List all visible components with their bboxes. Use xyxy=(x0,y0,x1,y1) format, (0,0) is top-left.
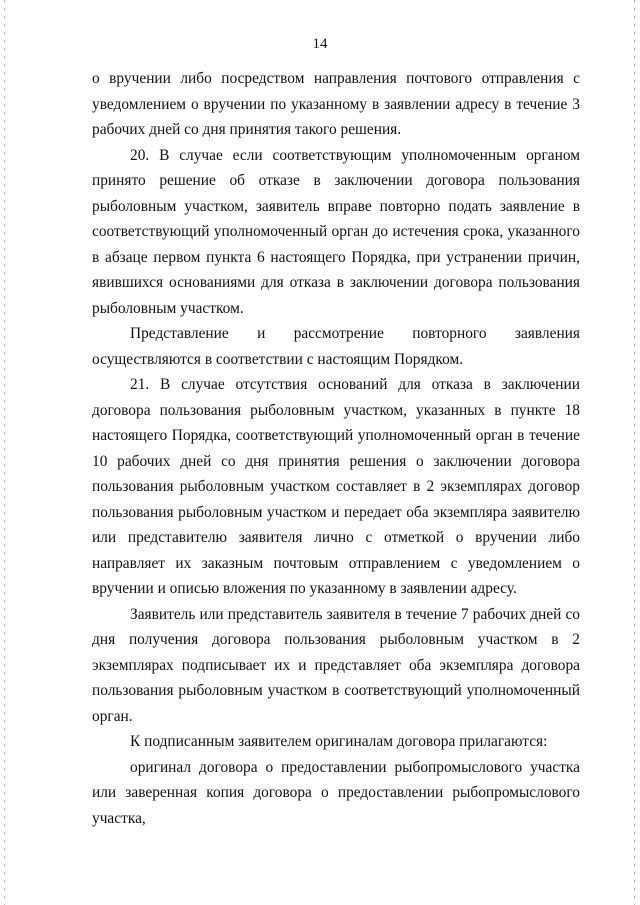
paragraph-repeat-review: Представление и рассмотрение повторного заявления осуществляются в соответствии с настоящим Порядком. xyxy=(92,325,580,368)
paragraph-attachments-intro: К подписанным заявителем оригиналам договора прилагаются: xyxy=(130,733,548,750)
paragraph-item-20: 20. В случае если соответствующим уполномоченным органом принято решение об отказе в заключении договора пользования рыболовным участком, заявитель вправе повторно подать заявление в соответствующий уполномоченный орган до истечения срока, указанного в абзаце первом пункта 6 настоящего Порядка, при устранении причин, явившихся основаниями для отказа в заключении договора пользования рыболовным участком. xyxy=(92,146,580,317)
paragraph-item-21: 21. В случае отсутствия оснований для отказа в заключении договора пользования рыболовным участком, указанных в пункте 18 настоящего Порядка, соответствующий уполномоченный орган в течение 10 рабочих дней со дня принятия решения о заключении договора пользования рыболовным участком составляет в 2 экземплярах договор пользования рыболовным участком и передает оба экземпляра заявителю или представителю заявителя лично с отметкой о вручении либо направляет их заказным почтовым отправлением с уведомлением о вручении и описью вложения по указанному в заявлении адресу. xyxy=(92,376,580,597)
page-number: 14 xyxy=(312,36,328,52)
paragraph-attachment-original: оригинал договора о предоставлении рыбопромыслового участка или заверенная копия договора о предоставлении рыбопромыслового участка, xyxy=(92,758,580,827)
scan-edge-right xyxy=(634,0,635,905)
scan-edge-left xyxy=(4,0,5,905)
paragraph-applicant-signing: Заявитель или представитель заявителя в течение 7 рабочих дней со дня получения договора пользования рыболовным участком в 2 экземплярах подписывает их и представляет оба экземпляра договора пользования рыболовным участком в соответствующий уполномоченный орган. xyxy=(92,605,580,725)
document-body xyxy=(92,66,580,831)
paragraph-continuation: о вручении либо посредством направления почтового отправления с уведомлением о вручении по указанному в заявлении адресу в течение 3 рабочих дней со дня принятия такого решения. xyxy=(92,70,580,138)
